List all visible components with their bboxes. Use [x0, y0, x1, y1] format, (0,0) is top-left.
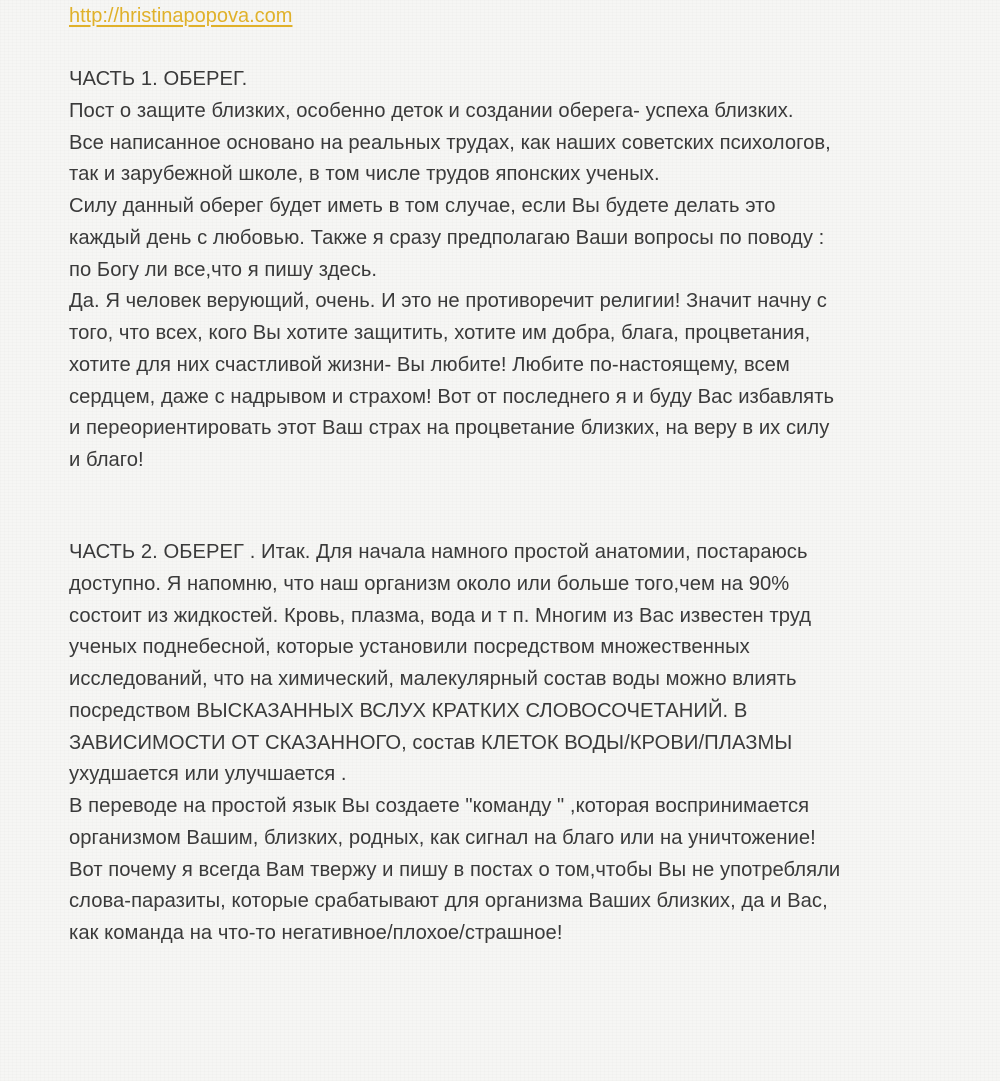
part-1-paragraph — [69, 64, 949, 477]
text-line: ученых поднебесной, которые установили посредством множественных — [69, 636, 750, 659]
text-line: так и зарубежной школе, в том числе трудов японских ученых. — [69, 163, 660, 186]
text-line: и благо! — [69, 449, 144, 471]
text-line: доступно. Я напомню, что наш организм около или больше того,чем на 90% — [69, 572, 790, 595]
text-line: хотите для них счастливой жизни- Вы любите! Любите по-настоящему, всем — [69, 353, 790, 376]
text-line: ЧАСТЬ 1. ОБЕРЕГ. — [69, 68, 248, 90]
text-line: ЗАВИСИМОСТИ ОТ СКАЗАННОГО, состав КЛЕТОК ВОДЫ/КРОВИ/ПЛАЗМЫ — [69, 731, 793, 754]
text-line: как команда на что-то негативное/плохое/страшное! — [69, 922, 563, 944]
text-line: Вот почему я всегда Вам твержу и пишу в постах о том,чтобы Вы не употребляли — [69, 858, 841, 881]
text-line: слова-паразиты, которые срабатывают для организма Ваших близких, да и Вас, — [69, 890, 828, 913]
text-line: каждый день с любовью. Также я сразу предполагаю Ваши вопросы по поводу : — [69, 226, 825, 249]
text-line: состоит из жидкостей. Кровь, плазма, вода и т п. Многим из Вас известен труд — [69, 604, 812, 627]
text-line: Пост о защите близких, особенно деток и создании оберега- успеха близких. — [69, 99, 794, 122]
text-line: ЧАСТЬ 2. ОБЕРЕГ . Итак. Для начала намного простой анатомии, постараюсь — [69, 541, 808, 563]
text-line: того, что всех, кого Вы хотите защитить, хотите им добра, блага, процветания, — [69, 322, 811, 344]
text-line: исследований, что на химический, малекулярный состав воды можно влиять — [69, 668, 797, 690]
part-2-paragraph — [69, 537, 949, 950]
text-line: Силу данный оберег будет иметь в том случае, если Вы будете делать это — [69, 195, 776, 217]
text-line: по Богу ли все,что я пишу здесь. — [69, 258, 378, 281]
text-line: В переводе на простой язык Вы создаете "команду " ,которая воспринимается — [69, 795, 810, 817]
text-line: Все написанное основано на реальных трудах, как наших советских психологов, — [69, 131, 831, 154]
text-line: сердцем, даже с надрывом и страхом! Вот от последнего я и буду Вас избавлять — [69, 385, 835, 408]
text-line: Да. Я человек верующий, очень. И это не противоречит религии! Значит начну с — [69, 290, 827, 313]
text-line: организмом Вашим, близких, родных, как сигнал на благо или на уничтожение! — [69, 826, 816, 849]
text-line: и переориентировать этот Ваш страх на процветание близких, на веру в их силу — [69, 417, 830, 440]
text-line: посредством ВЫСКАЗАННЫХ ВСЛУХ КРАТКИХ СЛОВОСОЧЕТАНИЙ. В — [69, 699, 748, 722]
text-line: ухудшается или улучшается . — [69, 763, 347, 786]
website-link[interactable]: http://hristinapopova.com — [69, 5, 293, 27]
